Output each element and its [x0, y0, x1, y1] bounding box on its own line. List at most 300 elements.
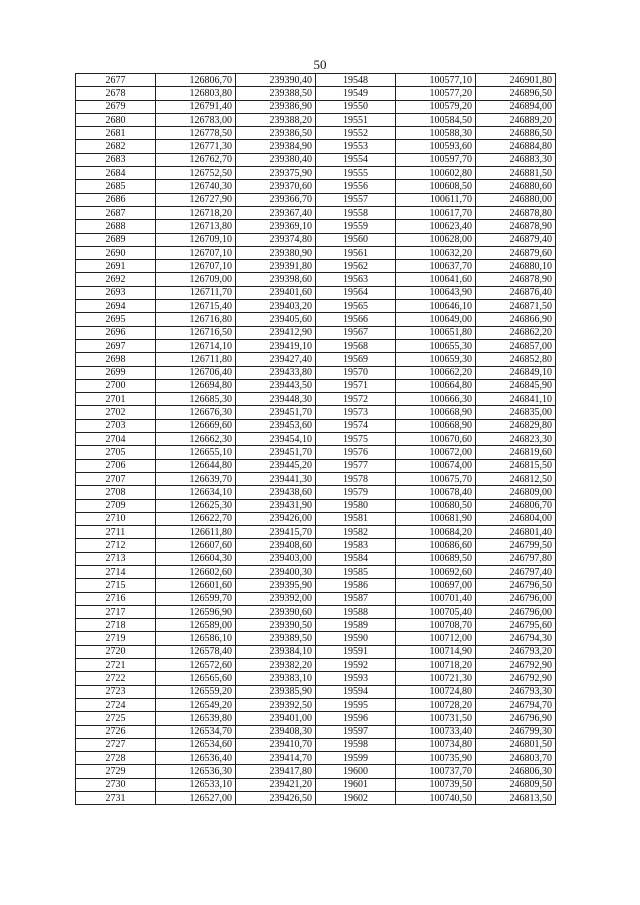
point-id-cell: 2697 — [76, 339, 156, 352]
x-coordinate-cell: 100628,00 — [396, 233, 476, 246]
y-coordinate-cell: 246878,90 — [476, 273, 556, 286]
point-id-cell: 19576 — [316, 446, 396, 459]
coordinates-table — [75, 73, 556, 805]
x-coordinate-cell: 100643,90 — [396, 286, 476, 299]
point-id-cell: 2723 — [76, 685, 156, 698]
table-row — [76, 220, 556, 233]
point-id-cell: 2704 — [76, 433, 156, 446]
y-coordinate-cell: 246852,80 — [476, 353, 556, 366]
point-id-cell: 19600 — [316, 765, 396, 778]
y-coordinate-cell: 246804,00 — [476, 512, 556, 525]
point-id-cell: 2726 — [76, 725, 156, 738]
x-coordinate-cell: 126791,40 — [156, 100, 236, 113]
x-coordinate-cell: 126715,40 — [156, 300, 236, 313]
y-coordinate-cell: 246813,50 — [476, 792, 556, 805]
table-row — [76, 579, 556, 592]
table-row — [76, 326, 556, 339]
point-id-cell: 2699 — [76, 366, 156, 379]
table-row — [76, 619, 556, 632]
x-coordinate-cell: 100733,40 — [396, 725, 476, 738]
x-coordinate-cell: 100617,70 — [396, 206, 476, 219]
x-coordinate-cell: 100718,20 — [396, 659, 476, 672]
x-coordinate-cell: 126778,50 — [156, 127, 236, 140]
y-coordinate-cell: 246880,60 — [476, 180, 556, 193]
table-row — [76, 379, 556, 392]
y-coordinate-cell: 239380,40 — [236, 153, 316, 166]
y-coordinate-cell: 239414,70 — [236, 752, 316, 765]
table-row — [76, 552, 556, 565]
y-coordinate-cell: 239403,20 — [236, 300, 316, 313]
y-coordinate-cell: 246883,30 — [476, 153, 556, 166]
point-id-cell: 19577 — [316, 459, 396, 472]
y-coordinate-cell: 246796,00 — [476, 605, 556, 618]
point-id-cell: 19579 — [316, 486, 396, 499]
x-coordinate-cell: 126752,50 — [156, 167, 236, 180]
point-id-cell: 19581 — [316, 512, 396, 525]
point-id-cell: 2682 — [76, 140, 156, 153]
point-id-cell: 2696 — [76, 326, 156, 339]
point-id-cell: 19591 — [316, 645, 396, 658]
point-id-cell: 19585 — [316, 565, 396, 578]
x-coordinate-cell: 100579,20 — [396, 100, 476, 113]
y-coordinate-cell: 246879,60 — [476, 246, 556, 259]
y-coordinate-cell: 246871,50 — [476, 300, 556, 313]
table-row — [76, 605, 556, 618]
y-coordinate-cell: 246866,90 — [476, 313, 556, 326]
y-coordinate-cell: 239370,60 — [236, 180, 316, 193]
x-coordinate-cell: 100637,70 — [396, 260, 476, 273]
point-id-cell: 2677 — [76, 74, 156, 87]
x-coordinate-cell: 100672,00 — [396, 446, 476, 459]
x-coordinate-cell: 100664,80 — [396, 379, 476, 392]
y-coordinate-cell: 246793,30 — [476, 685, 556, 698]
table-row — [76, 792, 556, 805]
x-coordinate-cell: 100678,40 — [396, 486, 476, 499]
x-coordinate-cell: 126536,30 — [156, 765, 236, 778]
x-coordinate-cell: 126539,80 — [156, 712, 236, 725]
y-coordinate-cell: 239383,10 — [236, 672, 316, 685]
table-row — [76, 74, 556, 87]
point-id-cell: 19563 — [316, 273, 396, 286]
table-row — [76, 300, 556, 313]
point-id-cell: 2729 — [76, 765, 156, 778]
point-id-cell: 19587 — [316, 592, 396, 605]
x-coordinate-cell: 100705,40 — [396, 605, 476, 618]
table-row — [76, 526, 556, 539]
table-row — [76, 233, 556, 246]
y-coordinate-cell: 239390,50 — [236, 619, 316, 632]
y-coordinate-cell: 239375,90 — [236, 167, 316, 180]
table-row — [76, 499, 556, 512]
point-id-cell: 2698 — [76, 353, 156, 366]
point-id-cell: 2721 — [76, 659, 156, 672]
y-coordinate-cell: 239412,90 — [236, 326, 316, 339]
y-coordinate-cell: 239386,50 — [236, 127, 316, 140]
y-coordinate-cell: 239405,60 — [236, 313, 316, 326]
x-coordinate-cell: 126655,10 — [156, 446, 236, 459]
point-id-cell: 19552 — [316, 127, 396, 140]
point-id-cell: 2716 — [76, 592, 156, 605]
table-row — [76, 512, 556, 525]
y-coordinate-cell: 239408,60 — [236, 539, 316, 552]
x-coordinate-cell: 126716,80 — [156, 313, 236, 326]
y-coordinate-cell: 246889,20 — [476, 113, 556, 126]
x-coordinate-cell: 126533,10 — [156, 778, 236, 791]
y-coordinate-cell: 239388,50 — [236, 87, 316, 100]
x-coordinate-cell: 100659,30 — [396, 353, 476, 366]
y-coordinate-cell: 239451,70 — [236, 446, 316, 459]
x-coordinate-cell: 100721,30 — [396, 672, 476, 685]
point-id-cell: 2706 — [76, 459, 156, 472]
y-coordinate-cell: 246849,10 — [476, 366, 556, 379]
y-coordinate-cell: 246801,50 — [476, 738, 556, 751]
y-coordinate-cell: 239392,00 — [236, 592, 316, 605]
x-coordinate-cell: 126549,20 — [156, 698, 236, 711]
table-row — [76, 153, 556, 166]
point-id-cell: 2688 — [76, 220, 156, 233]
point-id-cell: 2730 — [76, 778, 156, 791]
x-coordinate-cell: 100739,50 — [396, 778, 476, 791]
point-id-cell: 19582 — [316, 526, 396, 539]
x-coordinate-cell: 100662,20 — [396, 366, 476, 379]
point-id-cell: 2684 — [76, 167, 156, 180]
x-coordinate-cell: 100692,60 — [396, 565, 476, 578]
point-id-cell: 2712 — [76, 539, 156, 552]
point-id-cell: 19595 — [316, 698, 396, 711]
x-coordinate-cell: 126716,50 — [156, 326, 236, 339]
point-id-cell: 19592 — [316, 659, 396, 672]
point-id-cell: 19584 — [316, 552, 396, 565]
x-coordinate-cell: 126707,10 — [156, 246, 236, 259]
x-coordinate-cell: 100584,50 — [396, 113, 476, 126]
x-coordinate-cell: 126599,70 — [156, 592, 236, 605]
point-id-cell: 2717 — [76, 605, 156, 618]
table-row — [76, 167, 556, 180]
point-id-cell: 19569 — [316, 353, 396, 366]
y-coordinate-cell: 239445,20 — [236, 459, 316, 472]
table-row — [76, 339, 556, 352]
point-id-cell: 2718 — [76, 619, 156, 632]
x-coordinate-cell: 100668,90 — [396, 419, 476, 432]
x-coordinate-cell: 126762,70 — [156, 153, 236, 166]
x-coordinate-cell: 126536,40 — [156, 752, 236, 765]
x-coordinate-cell: 100724,80 — [396, 685, 476, 698]
point-id-cell: 2714 — [76, 565, 156, 578]
x-coordinate-cell: 100649,00 — [396, 313, 476, 326]
y-coordinate-cell: 239417,80 — [236, 765, 316, 778]
y-coordinate-cell: 246796,50 — [476, 579, 556, 592]
y-coordinate-cell: 246793,20 — [476, 645, 556, 658]
x-coordinate-cell: 100714,90 — [396, 645, 476, 658]
point-id-cell: 2715 — [76, 579, 156, 592]
y-coordinate-cell: 246812,50 — [476, 472, 556, 485]
x-coordinate-cell: 100597,70 — [396, 153, 476, 166]
point-id-cell: 2710 — [76, 512, 156, 525]
x-coordinate-cell: 126586,10 — [156, 632, 236, 645]
table-row — [76, 419, 556, 432]
x-coordinate-cell: 126625,30 — [156, 499, 236, 512]
y-coordinate-cell: 246794,70 — [476, 698, 556, 711]
x-coordinate-cell: 126709,10 — [156, 233, 236, 246]
table-row — [76, 486, 556, 499]
x-coordinate-cell: 100646,10 — [396, 300, 476, 313]
x-coordinate-cell: 126622,70 — [156, 512, 236, 525]
table-row — [76, 446, 556, 459]
point-id-cell: 2720 — [76, 645, 156, 658]
point-id-cell: 19593 — [316, 672, 396, 685]
point-id-cell: 2724 — [76, 698, 156, 711]
x-coordinate-cell: 126589,00 — [156, 619, 236, 632]
table-row — [76, 765, 556, 778]
y-coordinate-cell: 239384,10 — [236, 645, 316, 658]
y-coordinate-cell: 246795,60 — [476, 619, 556, 632]
x-coordinate-cell: 100686,60 — [396, 539, 476, 552]
y-coordinate-cell: 239441,30 — [236, 472, 316, 485]
table-row — [76, 778, 556, 791]
point-id-cell: 19554 — [316, 153, 396, 166]
y-coordinate-cell: 246880,10 — [476, 260, 556, 273]
x-coordinate-cell: 100740,50 — [396, 792, 476, 805]
point-id-cell: 19602 — [316, 792, 396, 805]
y-coordinate-cell: 239438,60 — [236, 486, 316, 499]
point-id-cell: 2711 — [76, 526, 156, 539]
y-coordinate-cell: 246806,70 — [476, 499, 556, 512]
point-id-cell: 2679 — [76, 100, 156, 113]
y-coordinate-cell: 246886,50 — [476, 127, 556, 140]
y-coordinate-cell: 246881,50 — [476, 167, 556, 180]
x-coordinate-cell: 100577,20 — [396, 87, 476, 100]
x-coordinate-cell: 100608,50 — [396, 180, 476, 193]
point-id-cell: 2693 — [76, 286, 156, 299]
point-id-cell: 2692 — [76, 273, 156, 286]
x-coordinate-cell: 100689,50 — [396, 552, 476, 565]
point-id-cell: 2701 — [76, 393, 156, 406]
x-coordinate-cell: 100731,50 — [396, 712, 476, 725]
x-coordinate-cell: 126706,40 — [156, 366, 236, 379]
point-id-cell: 19550 — [316, 100, 396, 113]
point-id-cell: 2700 — [76, 379, 156, 392]
table-row — [76, 100, 556, 113]
point-id-cell: 19597 — [316, 725, 396, 738]
point-id-cell: 2725 — [76, 712, 156, 725]
y-coordinate-cell: 246803,70 — [476, 752, 556, 765]
y-coordinate-cell: 246896,50 — [476, 87, 556, 100]
point-id-cell: 19562 — [316, 260, 396, 273]
table-row — [76, 752, 556, 765]
point-id-cell: 2683 — [76, 153, 156, 166]
y-coordinate-cell: 239419,10 — [236, 339, 316, 352]
y-coordinate-cell: 246796,00 — [476, 592, 556, 605]
table-row — [76, 672, 556, 685]
point-id-cell: 2703 — [76, 419, 156, 432]
point-id-cell: 19594 — [316, 685, 396, 698]
table-row — [76, 286, 556, 299]
table-row — [76, 433, 556, 446]
x-coordinate-cell: 126711,70 — [156, 286, 236, 299]
y-coordinate-cell: 239366,70 — [236, 193, 316, 206]
x-coordinate-cell: 100708,70 — [396, 619, 476, 632]
y-coordinate-cell: 239388,20 — [236, 113, 316, 126]
x-coordinate-cell: 126602,60 — [156, 565, 236, 578]
point-id-cell: 2707 — [76, 472, 156, 485]
point-id-cell: 19567 — [316, 326, 396, 339]
x-coordinate-cell: 126707,10 — [156, 260, 236, 273]
y-coordinate-cell: 239443,50 — [236, 379, 316, 392]
point-id-cell: 19566 — [316, 313, 396, 326]
table-row — [76, 87, 556, 100]
y-coordinate-cell: 239410,70 — [236, 738, 316, 751]
point-id-cell: 2708 — [76, 486, 156, 499]
point-id-cell: 19598 — [316, 738, 396, 751]
y-coordinate-cell: 246815,50 — [476, 459, 556, 472]
y-coordinate-cell: 239426,50 — [236, 792, 316, 805]
table-row — [76, 725, 556, 738]
y-coordinate-cell: 246806,30 — [476, 765, 556, 778]
x-coordinate-cell: 100602,80 — [396, 167, 476, 180]
y-coordinate-cell: 239382,20 — [236, 659, 316, 672]
point-id-cell: 2702 — [76, 406, 156, 419]
y-coordinate-cell: 239369,10 — [236, 220, 316, 233]
table-row — [76, 685, 556, 698]
y-coordinate-cell: 246901,80 — [476, 74, 556, 87]
table-row — [76, 698, 556, 711]
table-row — [76, 353, 556, 366]
x-coordinate-cell: 126694,80 — [156, 379, 236, 392]
x-coordinate-cell: 100623,40 — [396, 220, 476, 233]
x-coordinate-cell: 126740,30 — [156, 180, 236, 193]
table-row — [76, 712, 556, 725]
y-coordinate-cell: 246799,30 — [476, 725, 556, 738]
y-coordinate-cell: 246862,20 — [476, 326, 556, 339]
point-id-cell: 19589 — [316, 619, 396, 632]
point-id-cell: 2722 — [76, 672, 156, 685]
x-coordinate-cell: 126714,10 — [156, 339, 236, 352]
x-coordinate-cell: 126718,20 — [156, 206, 236, 219]
y-coordinate-cell: 239367,40 — [236, 206, 316, 219]
point-id-cell: 2691 — [76, 260, 156, 273]
table-row — [76, 632, 556, 645]
y-coordinate-cell: 239395,90 — [236, 579, 316, 592]
point-id-cell: 19573 — [316, 406, 396, 419]
point-id-cell: 19580 — [316, 499, 396, 512]
point-id-cell: 19559 — [316, 220, 396, 233]
point-id-cell: 19599 — [316, 752, 396, 765]
y-coordinate-cell: 239389,50 — [236, 632, 316, 645]
point-id-cell: 2686 — [76, 193, 156, 206]
table-row — [76, 659, 556, 672]
x-coordinate-cell: 100593,60 — [396, 140, 476, 153]
y-coordinate-cell: 246797,80 — [476, 552, 556, 565]
point-id-cell: 19601 — [316, 778, 396, 791]
y-coordinate-cell: 239426,00 — [236, 512, 316, 525]
point-id-cell: 19549 — [316, 87, 396, 100]
x-coordinate-cell: 126607,60 — [156, 539, 236, 552]
x-coordinate-cell: 126565,60 — [156, 672, 236, 685]
y-coordinate-cell: 246819,60 — [476, 446, 556, 459]
x-coordinate-cell: 100701,40 — [396, 592, 476, 605]
y-coordinate-cell: 246857,00 — [476, 339, 556, 352]
x-coordinate-cell: 126634,10 — [156, 486, 236, 499]
y-coordinate-cell: 246880,00 — [476, 193, 556, 206]
point-id-cell: 2731 — [76, 792, 156, 805]
y-coordinate-cell: 239386,90 — [236, 100, 316, 113]
y-coordinate-cell: 239391,80 — [236, 260, 316, 273]
y-coordinate-cell: 239415,70 — [236, 526, 316, 539]
y-coordinate-cell: 239380,90 — [236, 246, 316, 259]
y-coordinate-cell: 239400,30 — [236, 565, 316, 578]
point-id-cell: 19564 — [316, 286, 396, 299]
y-coordinate-cell: 239408,30 — [236, 725, 316, 738]
y-coordinate-cell: 239390,60 — [236, 605, 316, 618]
x-coordinate-cell: 100674,00 — [396, 459, 476, 472]
table-row — [76, 260, 556, 273]
point-id-cell: 19572 — [316, 393, 396, 406]
x-coordinate-cell: 100668,90 — [396, 406, 476, 419]
y-coordinate-cell: 239401,60 — [236, 286, 316, 299]
x-coordinate-cell: 126559,20 — [156, 685, 236, 698]
x-coordinate-cell: 100728,20 — [396, 698, 476, 711]
point-id-cell: 19565 — [316, 300, 396, 313]
x-coordinate-cell: 126711,80 — [156, 353, 236, 366]
x-coordinate-cell: 126709,00 — [156, 273, 236, 286]
x-coordinate-cell: 100697,00 — [396, 579, 476, 592]
y-coordinate-cell: 246794,30 — [476, 632, 556, 645]
point-id-cell: 2727 — [76, 738, 156, 751]
y-coordinate-cell: 239390,40 — [236, 74, 316, 87]
y-coordinate-cell: 246835,00 — [476, 406, 556, 419]
table-row — [76, 206, 556, 219]
table-row — [76, 140, 556, 153]
table-row — [76, 113, 556, 126]
x-coordinate-cell: 100734,80 — [396, 738, 476, 751]
x-coordinate-cell: 100681,90 — [396, 512, 476, 525]
y-coordinate-cell: 239453,60 — [236, 419, 316, 432]
x-coordinate-cell: 126572,60 — [156, 659, 236, 672]
table-body — [76, 74, 556, 805]
x-coordinate-cell: 126783,00 — [156, 113, 236, 126]
point-id-cell: 19560 — [316, 233, 396, 246]
x-coordinate-cell: 100675,70 — [396, 472, 476, 485]
y-coordinate-cell: 239403,00 — [236, 552, 316, 565]
x-coordinate-cell: 126644,80 — [156, 459, 236, 472]
point-id-cell: 2678 — [76, 87, 156, 100]
point-id-cell: 19588 — [316, 605, 396, 618]
table-row — [76, 738, 556, 751]
x-coordinate-cell: 100588,30 — [396, 127, 476, 140]
table-row — [76, 366, 556, 379]
table-row — [76, 193, 556, 206]
y-coordinate-cell: 246876,40 — [476, 286, 556, 299]
table-row — [76, 645, 556, 658]
x-coordinate-cell: 100737,70 — [396, 765, 476, 778]
point-id-cell: 2695 — [76, 313, 156, 326]
x-coordinate-cell: 126669,60 — [156, 419, 236, 432]
point-id-cell: 19568 — [316, 339, 396, 352]
point-id-cell: 19586 — [316, 579, 396, 592]
x-coordinate-cell: 100684,20 — [396, 526, 476, 539]
table-row — [76, 127, 556, 140]
y-coordinate-cell: 239392,50 — [236, 698, 316, 711]
x-coordinate-cell: 100577,10 — [396, 74, 476, 87]
point-id-cell: 19583 — [316, 539, 396, 552]
table-row — [76, 313, 556, 326]
y-coordinate-cell: 246796,90 — [476, 712, 556, 725]
y-coordinate-cell: 246878,90 — [476, 220, 556, 233]
point-id-cell: 19551 — [316, 113, 396, 126]
point-id-cell: 2689 — [76, 233, 156, 246]
point-id-cell: 19575 — [316, 433, 396, 446]
table-row — [76, 592, 556, 605]
